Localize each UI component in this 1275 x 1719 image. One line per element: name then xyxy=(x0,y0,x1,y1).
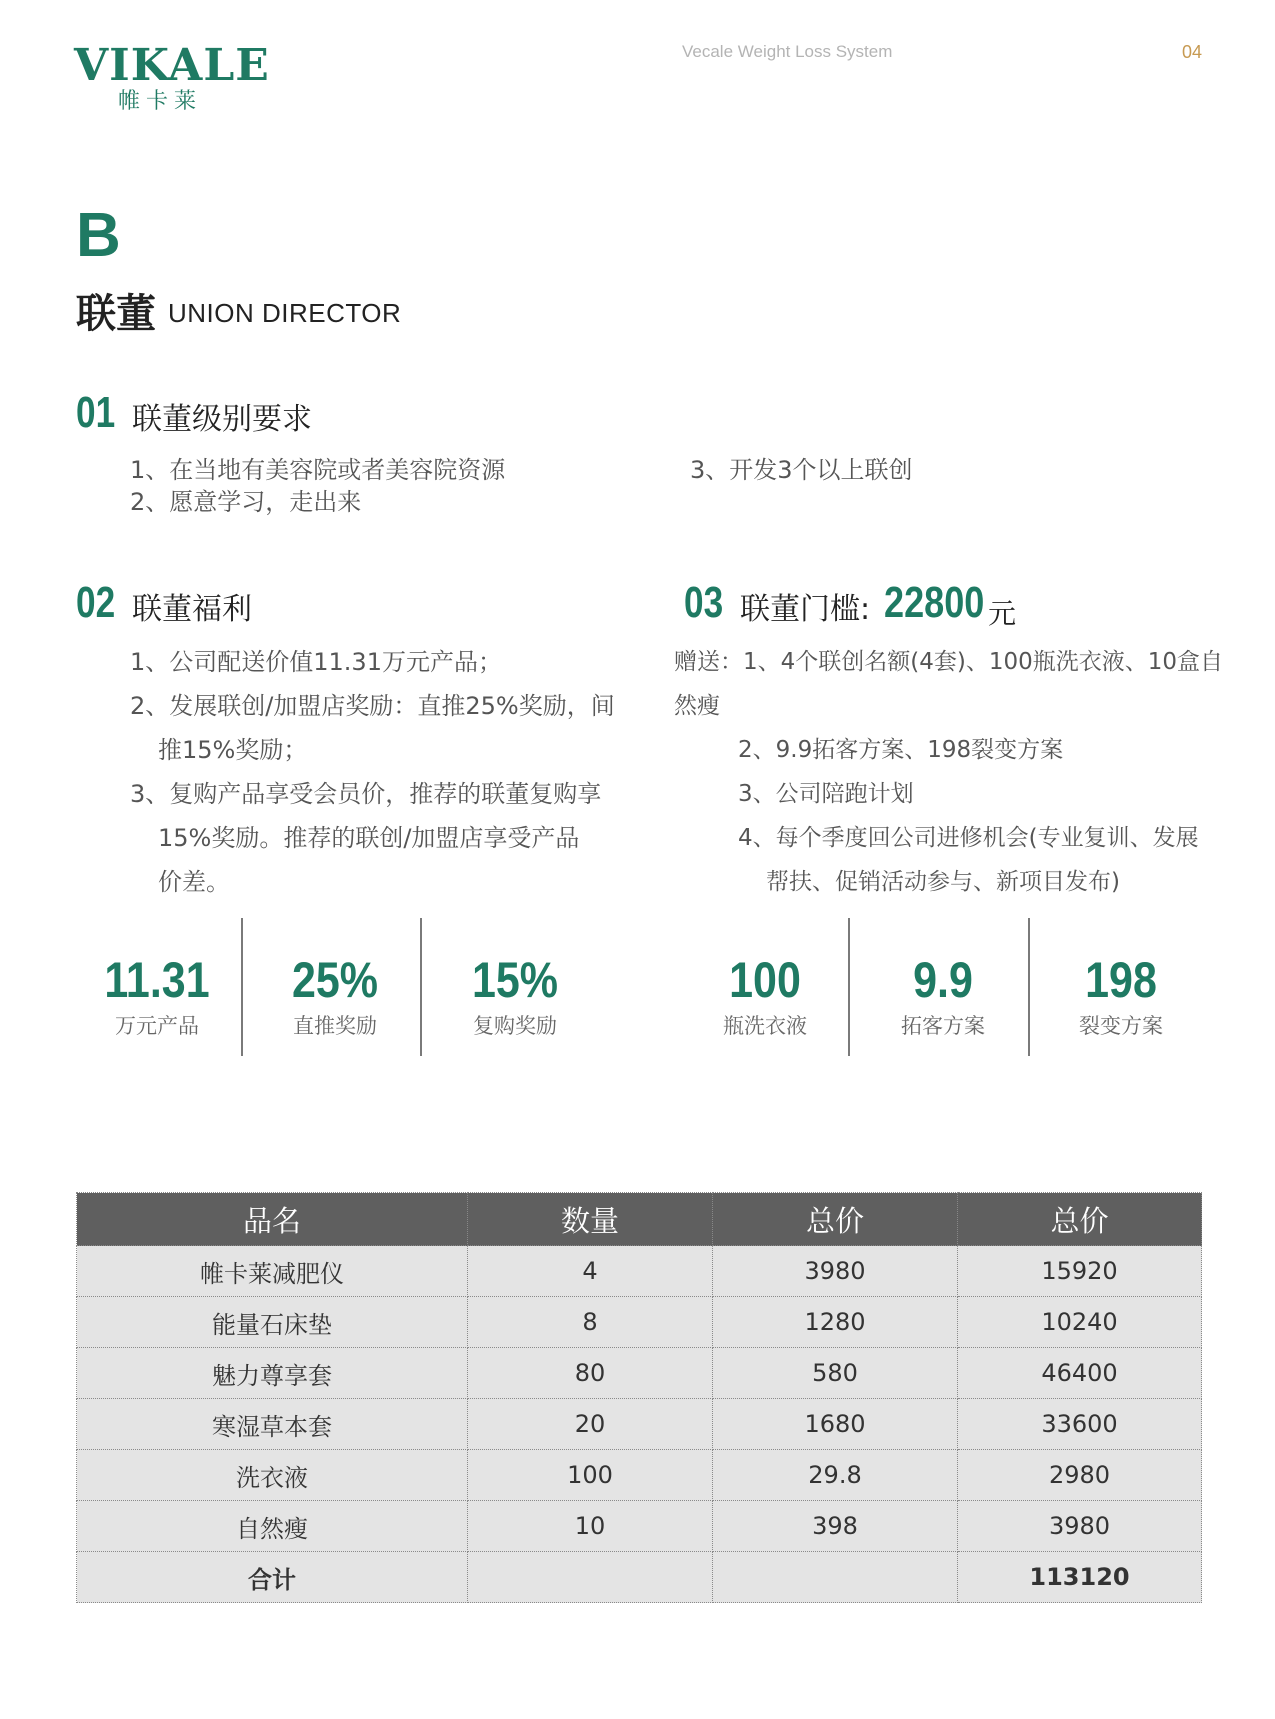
table-cell: 2980 xyxy=(958,1450,1202,1501)
table-cell: 3980 xyxy=(713,1246,958,1297)
divider xyxy=(848,918,850,1056)
stat-label: 裂变方案 xyxy=(1079,1014,1163,1038)
section1-title: 联董级别要求 xyxy=(132,402,312,437)
table-row xyxy=(77,1399,1202,1450)
column-header: 总价 xyxy=(713,1193,958,1246)
threshold-price: 22800 xyxy=(884,578,985,627)
list-item-continuation: 帮扶、促销活动参与、新项目发布) xyxy=(766,869,1120,895)
table-row xyxy=(77,1501,1202,1552)
section-letter: B xyxy=(76,201,121,270)
section1-left-list xyxy=(130,454,505,518)
table-cell: 帷卡莱减肥仪 xyxy=(77,1246,468,1297)
stat-value: 198 xyxy=(1085,952,1157,1008)
list-item: 1、在当地有美容院或者美容院资源 xyxy=(130,456,506,484)
table-cell: 寒湿草本套 xyxy=(77,1399,468,1450)
table-row xyxy=(77,1450,1202,1501)
threshold-unit: 元 xyxy=(988,597,1017,630)
stat-label: 复购奖励 xyxy=(473,1014,557,1038)
section1-number: 01 xyxy=(76,388,116,437)
table-cell xyxy=(713,1552,958,1603)
table-total-row xyxy=(77,1552,1202,1603)
stat-label: 万元产品 xyxy=(115,1014,199,1038)
brand-logo-text: VIKALE xyxy=(74,40,270,91)
table-cell: 580 xyxy=(713,1348,958,1399)
table-cell: 能量石床垫 xyxy=(77,1297,468,1348)
stat-value: 9.9 xyxy=(913,952,973,1008)
section3-title: 联董门槛: xyxy=(740,592,871,627)
total-value: 113120 xyxy=(958,1552,1202,1603)
product-table xyxy=(76,1192,1202,1603)
list-item: 2、发展联创/加盟店奖励：直推25%奖励，间 xyxy=(130,692,615,720)
table-cell: 398 xyxy=(713,1501,958,1552)
table-cell: 20 xyxy=(468,1399,713,1450)
table-cell: 80 xyxy=(468,1348,713,1399)
section2-benefits-list xyxy=(130,640,630,904)
divider xyxy=(241,918,243,1056)
table-cell: 1680 xyxy=(713,1399,958,1450)
section3-number: 03 xyxy=(684,578,724,627)
total-label: 合计 xyxy=(77,1552,468,1603)
table-cell: 3980 xyxy=(958,1501,1202,1552)
list-item-continuation: 价差。 xyxy=(158,868,230,896)
page-number: 04 xyxy=(1182,42,1203,62)
list-item: 赠送：1、4个联创名额(4套)、100瓶洗衣液、10盒自然瘦 xyxy=(674,649,1224,719)
stat-value: 25% xyxy=(291,952,379,1008)
table-row xyxy=(77,1297,1202,1348)
table-row xyxy=(77,1348,1202,1399)
stat-direct-reward xyxy=(250,952,420,1040)
list-item: 2、愿意学习，走出来 xyxy=(130,488,362,516)
page-title: 联董 xyxy=(76,291,156,337)
stat-fission-plan xyxy=(1036,952,1206,1040)
table-cell: 自然瘦 xyxy=(77,1501,468,1552)
column-header: 总价 xyxy=(958,1193,1202,1246)
table-header-row xyxy=(77,1193,1202,1246)
list-item: 2、9.9拓客方案、198裂变方案 xyxy=(738,737,1064,763)
list-item-continuation: 推15%奖励； xyxy=(158,736,308,764)
stat-detergent xyxy=(680,952,850,1040)
stat-repurchase-reward xyxy=(430,952,600,1040)
table-cell: 100 xyxy=(468,1450,713,1501)
divider xyxy=(1028,918,1030,1056)
table-row xyxy=(77,1246,1202,1297)
table-cell: 29.8 xyxy=(713,1450,958,1501)
stat-label: 直推奖励 xyxy=(293,1014,377,1038)
list-item: 3、复购产品享受会员价，推荐的联董复购享 xyxy=(130,780,602,808)
list-item-continuation: 15%奖励。推荐的联创/加盟店享受产品 xyxy=(158,824,580,852)
column-header: 数量 xyxy=(468,1193,713,1246)
section3-gift-list xyxy=(674,640,1234,904)
section2-number: 02 xyxy=(76,578,116,627)
stat-label: 拓客方案 xyxy=(901,1014,985,1038)
page-title-english: UNION DIRECTOR xyxy=(168,298,402,328)
table-cell: 魅力尊享套 xyxy=(77,1348,468,1399)
brand-logo-chinese: 帷卡莱 xyxy=(118,89,203,114)
stat-value: 11.31 xyxy=(104,952,210,1008)
stat-product-value xyxy=(72,952,242,1040)
list-item: 3、公司陪跑计划 xyxy=(738,781,914,807)
stat-acquisition-plan xyxy=(858,952,1028,1040)
column-header: 品名 xyxy=(77,1193,468,1246)
table-cell: 46400 xyxy=(958,1348,1202,1399)
table-cell xyxy=(468,1552,713,1603)
section1-right-list xyxy=(690,454,913,486)
table-cell: 4 xyxy=(468,1246,713,1297)
table-cell: 33600 xyxy=(958,1399,1202,1450)
table-cell: 10 xyxy=(468,1501,713,1552)
header-subtitle: Vecale Weight Loss System xyxy=(682,42,893,61)
list-item: 3、开发3个以上联创 xyxy=(690,456,913,484)
divider xyxy=(420,918,422,1056)
stat-label: 瓶洗衣液 xyxy=(723,1014,807,1038)
list-item: 4、每个季度回公司进修机会(专业复训、发展 xyxy=(738,825,1199,851)
stat-value: 100 xyxy=(729,952,801,1008)
table-cell: 8 xyxy=(468,1297,713,1348)
stat-value: 15% xyxy=(471,952,559,1008)
table-cell: 10240 xyxy=(958,1297,1202,1348)
list-item: 1、公司配送价值11.31万元产品； xyxy=(130,648,502,676)
table-cell: 洗衣液 xyxy=(77,1450,468,1501)
table-cell: 1280 xyxy=(713,1297,958,1348)
table-cell: 15920 xyxy=(958,1246,1202,1297)
section2-title: 联董福利 xyxy=(132,592,252,627)
